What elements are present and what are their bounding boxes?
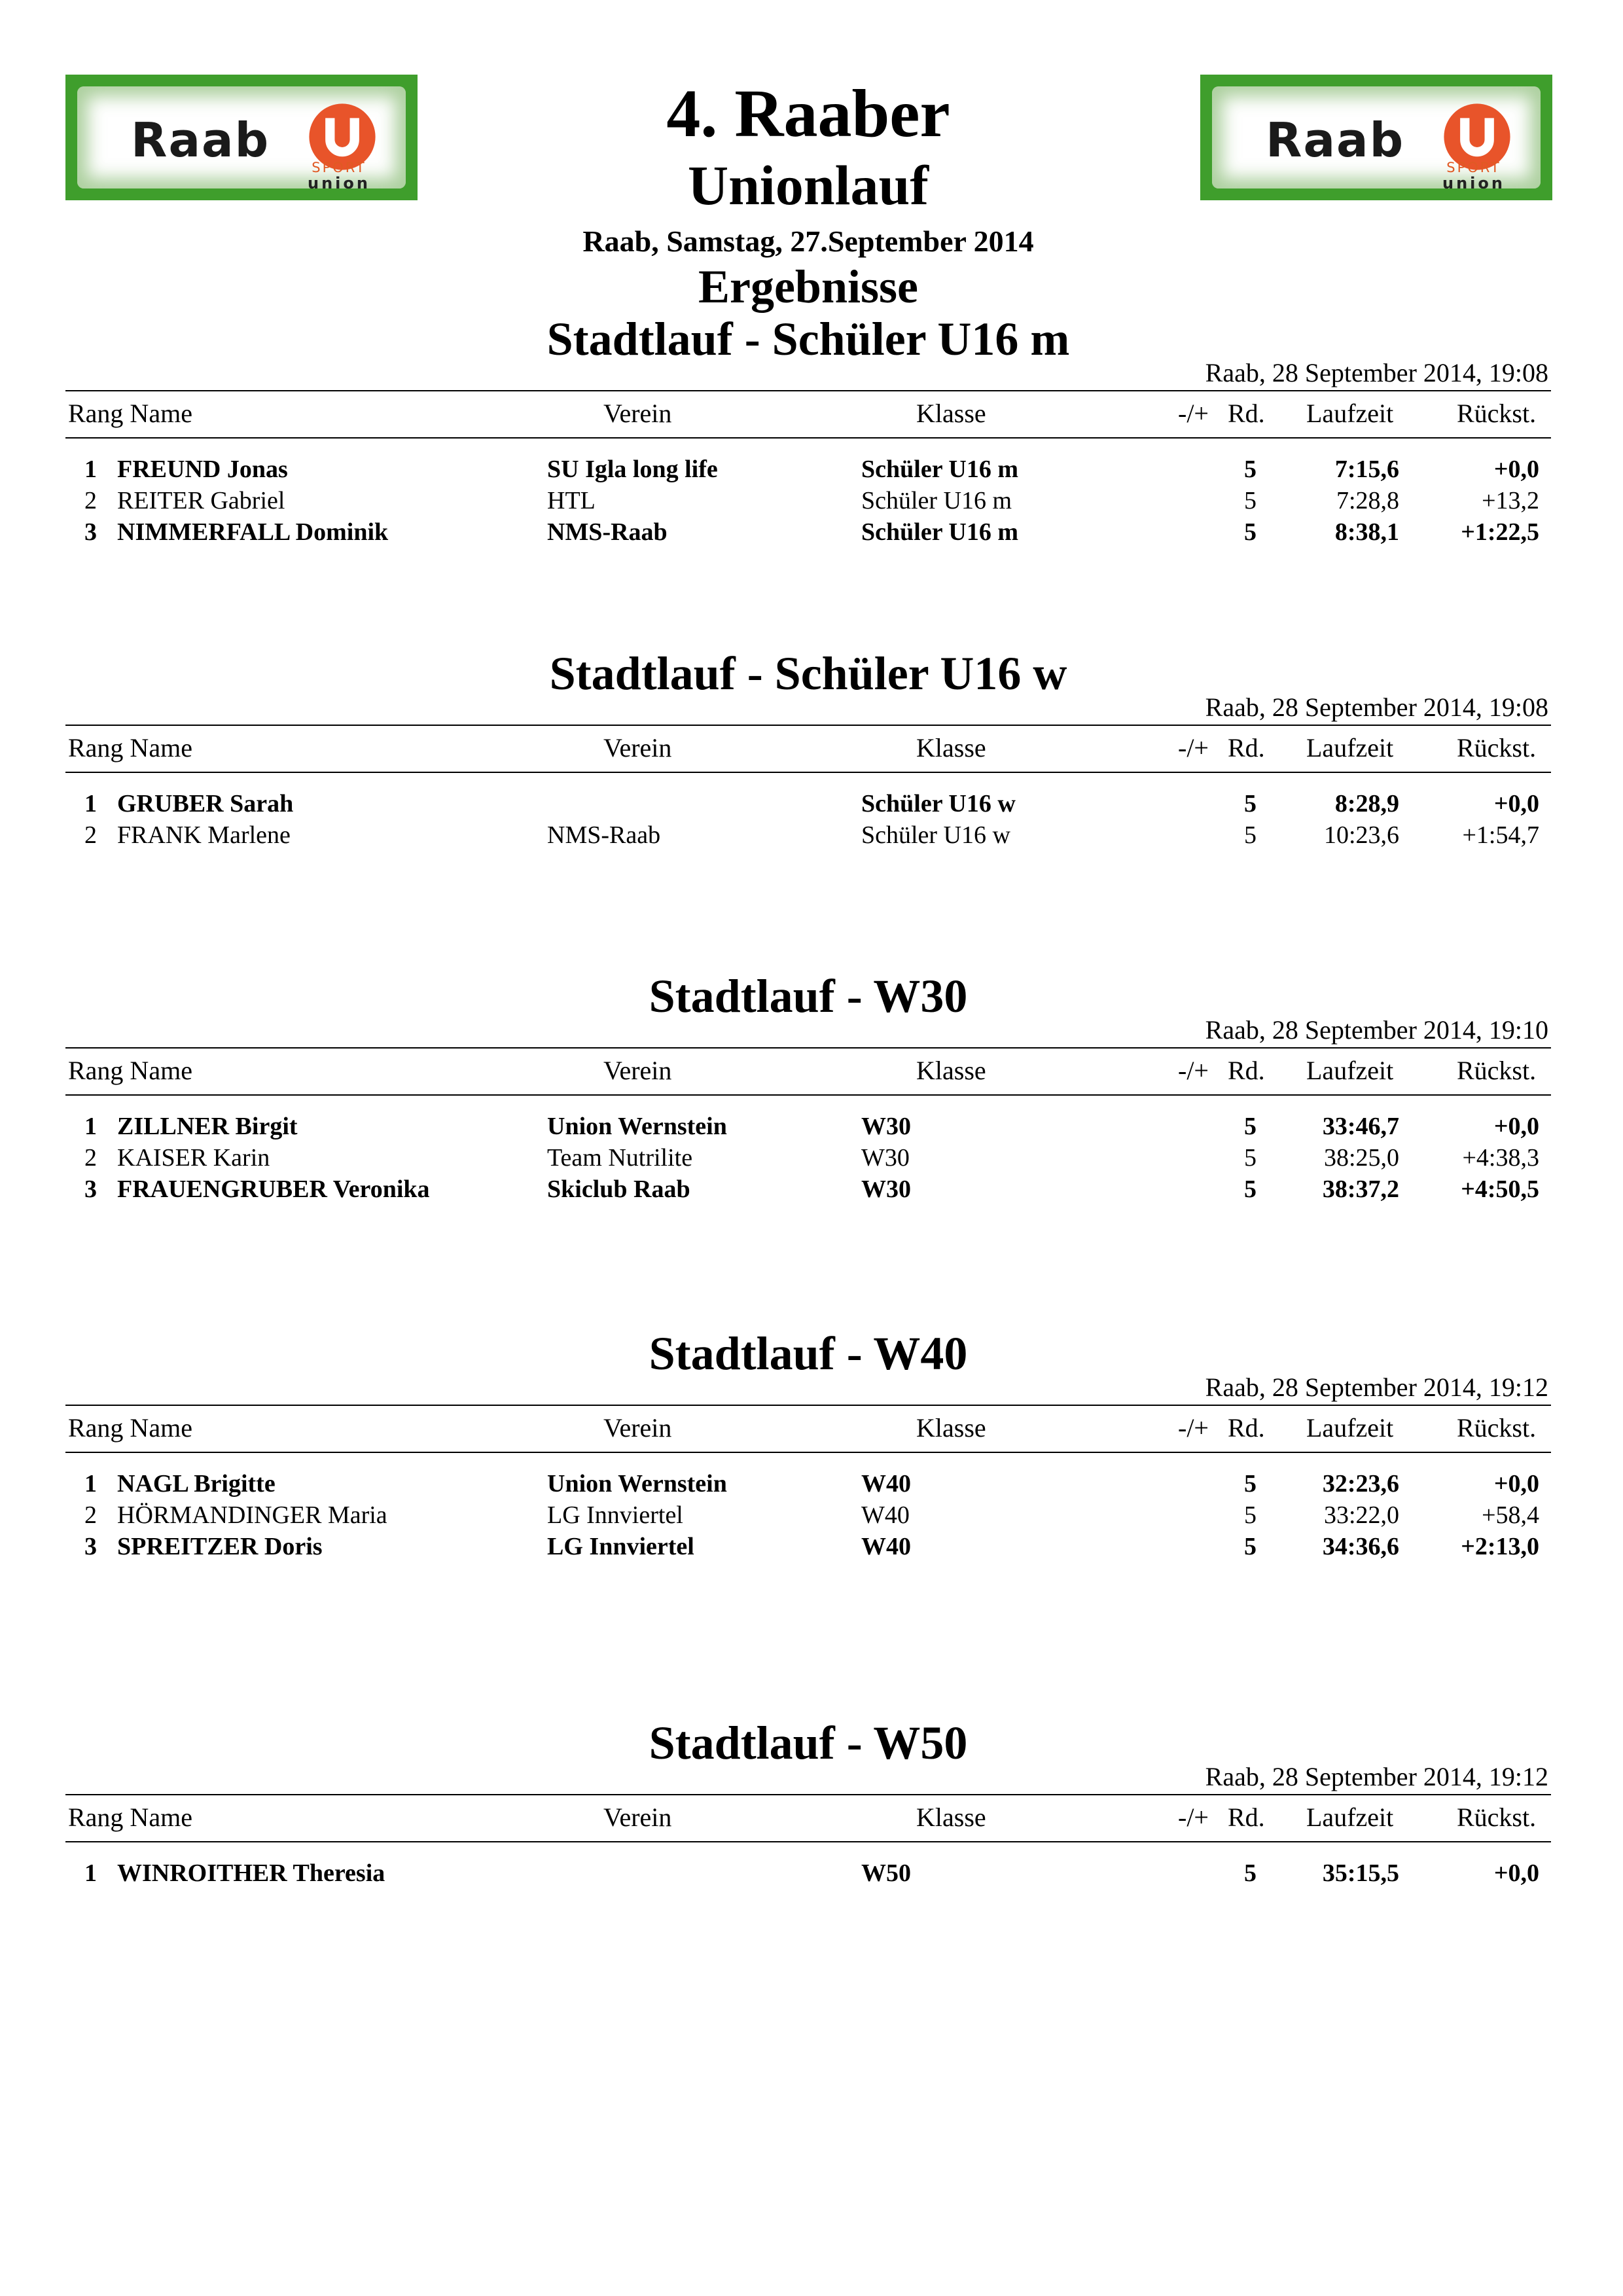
name-cell: NIMMERFALL Dominik bbox=[117, 518, 389, 546]
laufzeit-cell: 8:38,1 bbox=[1334, 518, 1399, 546]
verein-cell: NMS-Raab bbox=[547, 821, 661, 849]
col-header-rueckst: Rückst. bbox=[1457, 399, 1537, 428]
col-header-rd: Rd. bbox=[1228, 399, 1265, 428]
col-header-rd: Rd. bbox=[1228, 733, 1265, 762]
section-title: Stadtlauf - W50 bbox=[649, 1717, 968, 1769]
name-cell: GRUBER Sarah bbox=[117, 790, 294, 817]
section-timestamp: Raab, 28 September 2014, 19:10 bbox=[1205, 1015, 1548, 1045]
verein-cell: HTL bbox=[547, 487, 596, 514]
klasse-cell: W40 bbox=[861, 1533, 911, 1560]
table-row bbox=[65, 1114, 1551, 1145]
event-info: Raab, Samstag, 27.September 2014 bbox=[582, 224, 1034, 258]
header-rule-top bbox=[65, 725, 1551, 726]
rd-cell: 5 bbox=[1244, 790, 1257, 817]
rueckstand-cell: +0,0 bbox=[1493, 1113, 1539, 1140]
rueckstand-cell: +1:22,5 bbox=[1461, 518, 1539, 546]
laufzeit-cell: 33:46,7 bbox=[1322, 1113, 1399, 1140]
laufzeit-cell: 34:36,6 bbox=[1322, 1533, 1399, 1560]
col-header-rang-name: Rang Name bbox=[68, 1056, 192, 1085]
rueckstand-cell: +0,0 bbox=[1493, 790, 1539, 817]
klasse-cell: W50 bbox=[861, 1859, 911, 1887]
rd-cell: 5 bbox=[1244, 518, 1257, 546]
col-header-rd: Rd. bbox=[1228, 1056, 1265, 1085]
laufzeit-cell: 35:15,5 bbox=[1322, 1859, 1399, 1887]
col-header-rang-name: Rang Name bbox=[68, 1803, 192, 1832]
rueckstand-cell: +58,4 bbox=[1482, 1501, 1539, 1529]
header-rule-bottom bbox=[65, 1094, 1551, 1096]
col-header-klasse: Klasse bbox=[916, 1056, 986, 1085]
rd-cell: 5 bbox=[1244, 1501, 1257, 1529]
rang-cell: 1 bbox=[84, 456, 97, 483]
rueckstand-cell: +13,2 bbox=[1482, 487, 1539, 514]
table-row bbox=[65, 1145, 1551, 1177]
name-cell: SPREITZER Doris bbox=[117, 1533, 323, 1560]
logo-sport-text: SPORT bbox=[1446, 160, 1501, 175]
rd-cell: 5 bbox=[1244, 1859, 1257, 1887]
table-row bbox=[65, 1861, 1551, 1892]
laufzeit-cell: 7:15,6 bbox=[1334, 456, 1399, 483]
name-cell: KAISER Karin bbox=[117, 1144, 270, 1172]
rd-cell: 5 bbox=[1244, 487, 1257, 514]
klasse-cell: W30 bbox=[861, 1175, 911, 1203]
col-header-diff: -/+ bbox=[1178, 1056, 1209, 1085]
col-header-laufzeit: Laufzeit bbox=[1306, 1056, 1394, 1085]
col-header-verein: Verein bbox=[603, 1803, 672, 1832]
verein-cell: Team Nutrilite bbox=[547, 1144, 693, 1172]
name-cell: FREUND Jonas bbox=[117, 456, 288, 483]
table-row bbox=[65, 1503, 1551, 1534]
col-header-rueckst: Rückst. bbox=[1457, 1056, 1537, 1085]
klasse-cell: W40 bbox=[861, 1501, 910, 1529]
table-row bbox=[65, 1471, 1551, 1503]
verein-cell: SU Igla long life bbox=[547, 456, 718, 483]
col-header-klasse: Klasse bbox=[916, 1803, 986, 1832]
laufzeit-cell: 33:22,0 bbox=[1323, 1501, 1399, 1529]
results-heading: Ergebnisse bbox=[698, 260, 919, 313]
name-cell: NAGL Brigitte bbox=[117, 1470, 276, 1498]
section-title: Stadtlauf - W40 bbox=[649, 1327, 968, 1380]
rd-cell: 5 bbox=[1244, 456, 1257, 483]
table-row bbox=[65, 488, 1551, 520]
name-cell: ZILLNER Birgit bbox=[117, 1113, 298, 1140]
header-rule-top bbox=[65, 1047, 1551, 1049]
event-title: 4. Raaber bbox=[666, 76, 950, 151]
result-section bbox=[65, 970, 1551, 1203]
name-cell: HÖRMANDINGER Maria bbox=[117, 1501, 387, 1529]
header-rule-bottom bbox=[65, 1841, 1551, 1842]
laufzeit-cell: 32:23,6 bbox=[1322, 1470, 1399, 1498]
table-row bbox=[65, 791, 1551, 823]
section-timestamp: Raab, 28 September 2014, 19:08 bbox=[1205, 692, 1548, 722]
col-header-rueckst: Rückst. bbox=[1457, 1413, 1537, 1443]
rd-cell: 5 bbox=[1244, 1175, 1257, 1203]
rang-cell: 2 bbox=[84, 1144, 97, 1172]
result-section bbox=[65, 313, 1551, 546]
col-header-rueckst: Rückst. bbox=[1457, 733, 1537, 762]
rang-cell: 3 bbox=[84, 518, 97, 546]
klasse-cell: W40 bbox=[861, 1470, 911, 1498]
rang-cell: 2 bbox=[84, 487, 97, 514]
table-row bbox=[65, 1534, 1551, 1566]
table-row bbox=[65, 520, 1551, 551]
rang-cell: 1 bbox=[84, 1859, 97, 1887]
verein-cell: Union Wernstein bbox=[547, 1470, 727, 1498]
col-header-diff: -/+ bbox=[1178, 1803, 1209, 1832]
col-header-klasse: Klasse bbox=[916, 399, 986, 428]
header-rule-top bbox=[65, 1405, 1551, 1406]
name-cell: FRANK Marlene bbox=[117, 821, 291, 849]
verein-cell: Skiclub Raab bbox=[547, 1175, 690, 1203]
col-header-rd: Rd. bbox=[1228, 1803, 1265, 1832]
table-row bbox=[65, 1177, 1551, 1208]
klasse-cell: Schüler U16 w bbox=[861, 790, 1016, 817]
laufzeit-cell: 8:28,9 bbox=[1334, 790, 1399, 817]
logo-word: Raab bbox=[131, 113, 270, 168]
rd-cell: 5 bbox=[1244, 1144, 1257, 1172]
col-header-laufzeit: Laufzeit bbox=[1306, 733, 1394, 762]
col-header-diff: -/+ bbox=[1178, 399, 1209, 428]
rang-cell: 2 bbox=[84, 1501, 97, 1529]
col-header-rang-name: Rang Name bbox=[68, 733, 192, 762]
rd-cell: 5 bbox=[1244, 1113, 1257, 1140]
section-timestamp: Raab, 28 September 2014, 19:12 bbox=[1205, 1372, 1548, 1402]
rd-cell: 5 bbox=[1244, 1470, 1257, 1498]
table-row bbox=[65, 823, 1551, 854]
rd-cell: 5 bbox=[1244, 1533, 1257, 1560]
rang-cell: 1 bbox=[84, 790, 97, 817]
result-section bbox=[65, 1327, 1551, 1560]
section-title: Stadtlauf - Schüler U16 w bbox=[549, 647, 1067, 700]
verein-cell: Union Wernstein bbox=[547, 1113, 727, 1140]
logo-word: Raab bbox=[1266, 113, 1405, 168]
rang-cell: 1 bbox=[84, 1113, 97, 1140]
sport-union-logo-right bbox=[1200, 75, 1552, 200]
col-header-verein: Verein bbox=[603, 1056, 672, 1085]
rueckstand-cell: +2:13,0 bbox=[1461, 1533, 1539, 1560]
header-rule-top bbox=[65, 1794, 1551, 1795]
klasse-cell: Schüler U16 m bbox=[861, 487, 1012, 514]
event-title-line2: Unionlauf bbox=[687, 154, 929, 217]
rueckstand-cell: +1:54,7 bbox=[1462, 821, 1539, 849]
rueckstand-cell: +0,0 bbox=[1493, 1470, 1539, 1498]
col-header-diff: -/+ bbox=[1178, 1413, 1209, 1443]
col-header-diff: -/+ bbox=[1178, 733, 1209, 762]
verein-cell: NMS-Raab bbox=[547, 518, 668, 546]
rang-cell: 3 bbox=[84, 1175, 97, 1203]
section-timestamp: Raab, 28 September 2014, 19:08 bbox=[1205, 358, 1548, 387]
col-header-rang-name: Rang Name bbox=[68, 399, 192, 428]
rueckstand-cell: +0,0 bbox=[1493, 456, 1539, 483]
col-header-laufzeit: Laufzeit bbox=[1306, 399, 1394, 428]
section-title: Stadtlauf - Schüler U16 m bbox=[546, 313, 1070, 365]
klasse-cell: Schüler U16 m bbox=[861, 456, 1018, 483]
section-timestamp: Raab, 28 September 2014, 19:12 bbox=[1205, 1762, 1548, 1791]
rueckstand-cell: +4:50,5 bbox=[1461, 1175, 1539, 1203]
laufzeit-cell: 38:25,0 bbox=[1323, 1144, 1399, 1172]
logo-union-text: union bbox=[308, 174, 370, 192]
result-section bbox=[65, 647, 1551, 849]
rd-cell: 5 bbox=[1244, 821, 1257, 849]
header-rule-bottom bbox=[65, 772, 1551, 773]
logo-sport-text: SPORT bbox=[312, 160, 366, 175]
col-header-laufzeit: Laufzeit bbox=[1306, 1803, 1394, 1832]
col-header-verein: Verein bbox=[603, 1413, 672, 1443]
result-section bbox=[65, 1717, 1551, 1887]
klasse-cell: W30 bbox=[861, 1113, 911, 1140]
klasse-cell: Schüler U16 m bbox=[861, 518, 1018, 546]
klasse-cell: Schüler U16 w bbox=[861, 821, 1010, 849]
header-rule-top bbox=[65, 390, 1551, 391]
col-header-verein: Verein bbox=[603, 733, 672, 762]
laufzeit-cell: 7:28,8 bbox=[1336, 487, 1399, 514]
col-header-klasse: Klasse bbox=[916, 733, 986, 762]
header-rule-bottom bbox=[65, 437, 1551, 439]
col-header-laufzeit: Laufzeit bbox=[1306, 1413, 1394, 1443]
col-header-rueckst: Rückst. bbox=[1457, 1803, 1537, 1832]
verein-cell: LG Innviertel bbox=[547, 1501, 683, 1529]
table-row bbox=[65, 457, 1551, 488]
name-cell: WINROITHER Theresia bbox=[117, 1859, 385, 1887]
rueckstand-cell: +0,0 bbox=[1493, 1859, 1539, 1887]
klasse-cell: W30 bbox=[861, 1144, 910, 1172]
col-header-verein: Verein bbox=[603, 399, 672, 428]
header-rule-bottom bbox=[65, 1452, 1551, 1453]
name-cell: FRAUENGRUBER Veronika bbox=[117, 1175, 430, 1203]
verein-cell: LG Innviertel bbox=[547, 1533, 694, 1560]
logo-union-text: union bbox=[1442, 174, 1505, 192]
sport-union-logo-left bbox=[65, 75, 418, 200]
laufzeit-cell: 10:23,6 bbox=[1323, 821, 1399, 849]
laufzeit-cell: 38:37,2 bbox=[1322, 1175, 1399, 1203]
col-header-rang-name: Rang Name bbox=[68, 1413, 192, 1443]
rueckstand-cell: +4:38,3 bbox=[1462, 1144, 1539, 1172]
name-cell: REITER Gabriel bbox=[117, 487, 285, 514]
rang-cell: 2 bbox=[84, 821, 97, 849]
col-header-klasse: Klasse bbox=[916, 1413, 986, 1443]
section-title: Stadtlauf - W30 bbox=[649, 970, 968, 1022]
rang-cell: 3 bbox=[84, 1533, 97, 1560]
col-header-rd: Rd. bbox=[1228, 1413, 1265, 1443]
rang-cell: 1 bbox=[84, 1470, 97, 1498]
